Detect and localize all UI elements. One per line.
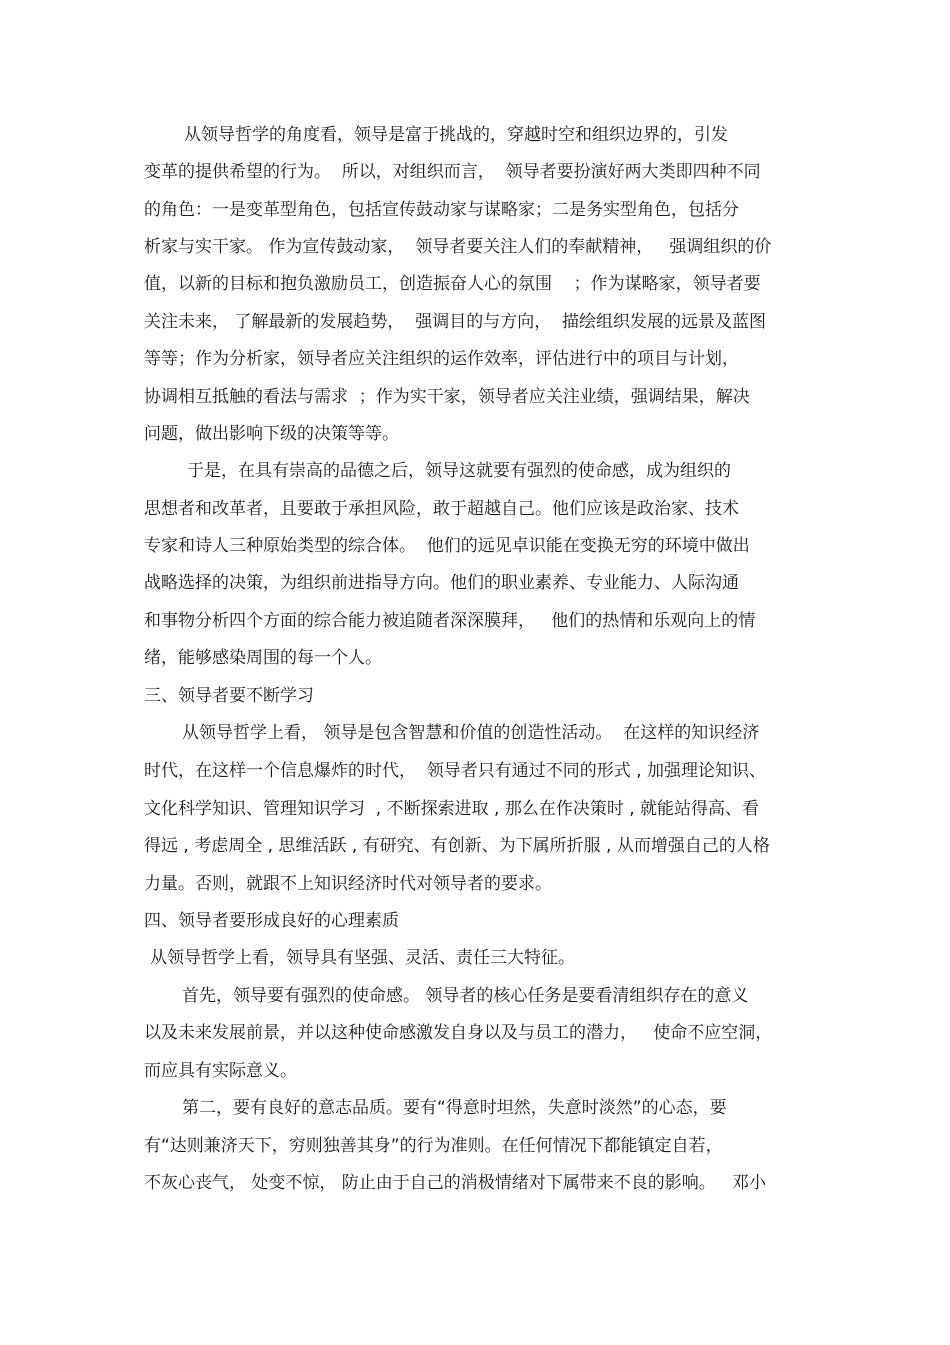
text-line: 协调相互抵触的看法与需求 ；作为实干家，领导者应关注业绩，强调结果，解决 bbox=[144, 387, 750, 407]
text-line: 而应具有实际意义。 bbox=[144, 1061, 297, 1081]
text-line: 不灰心丧气， 处变不惊， 防止由于自己的消极情绪对下属带来不良的影响。 邓小 bbox=[144, 1173, 767, 1193]
text-line: 于是，在具有崇高的品德之后，领导这就要有强烈的使命感，成为组织的 bbox=[187, 461, 731, 481]
text-line: 等等；作为分析家，领导者应关注组织的运作效率，评估进行中的项目与计划， bbox=[144, 349, 739, 369]
text-line: 和事物分析四个方面的综合能力被追随者深深膜拜， 他们的热情和乐观向上的情 bbox=[144, 611, 756, 631]
text-line: 从领导哲学的角度看，领导是富于挑战的，穿越时空和组织边界的，引发 bbox=[184, 125, 728, 145]
text-line: 的角色：一是变革型角色，包括宣传鼓动家与谋略家；二是务实型角色，包括分 bbox=[144, 200, 739, 220]
text-line: 值，以新的目标和抱负激励员工，创造振奋人心的氛围 ；作为谋略家，领导者要 bbox=[144, 274, 761, 294]
text-line: 战略选择的决策，为组织前进指导方向。他们的职业素养、专业能力、人际沟通 bbox=[144, 573, 739, 593]
text-line: 绪，能够感染周围的每一个人。 bbox=[144, 648, 382, 668]
text-line: 第二，要有良好的意志品质。要有“得意时坦然，失意时淡然”的心态，要 bbox=[182, 1098, 727, 1118]
text-line: 力量。否则，就跟不上知识经济时代对领导者的要求。 bbox=[144, 874, 552, 894]
text-line: 以及未来发展前景，并以这种使命感激发自身以及与员工的潜力， 使命不应空洞， bbox=[144, 1023, 773, 1043]
text-line: 时代，在这样一个信息爆炸的时代， 领导者只有通过不同的形式 , 加强理论知识、 bbox=[144, 761, 767, 781]
text-line: 析家与实干家。 作为宣传鼓动家， 领导者要关注人们的奉献精神， 强调组织的价 bbox=[144, 237, 772, 257]
text-line: 有“达则兼济天下，穷则独善其身”的行为准则。在任何情况下都能镇定自若， bbox=[144, 1136, 723, 1156]
text-line: 文化科学知识、管理知识学习 , 不断探索进取 , 那么在作决策时 , 就能站得高、看 bbox=[144, 799, 760, 819]
text-line: 关注未来， 了解最新的发展趋势， 强调目的与方向， 描绘组织发展的远景及蓝图 bbox=[144, 312, 767, 332]
text-line: 从领导哲学上看， 领导是包含智慧和价值的创造性活动。 在这样的知识经济 bbox=[182, 723, 760, 743]
text-line: 问题，做出影响下级的决策等等。 bbox=[144, 424, 399, 444]
section-heading: 三、领导者要不断学习 bbox=[144, 686, 314, 706]
text-line: 专家和诗人三种原始类型的综合体。 他们的远见卓识能在变换无穷的环境中做出 bbox=[144, 536, 750, 556]
text-line: 思想者和改革者，且要敢于承担风险，敢于超越自己。他们应该是政治家、技术 bbox=[144, 499, 739, 519]
section-heading: 四、领导者要形成良好的心理素质 bbox=[144, 911, 399, 931]
text-line: 首先，领导要有强烈的使命感。 领导者的核心任务是要看清组织存在的意义 bbox=[182, 986, 749, 1006]
text-line: 得远 , 考虑周全 , 思维活跃 , 有研究、有创新、为下属所折服 , 从而增强自己的人格 bbox=[144, 836, 770, 856]
text-line: 从领导哲学上看，领导具有坚强、灵活、责任三大特征。 bbox=[150, 948, 575, 968]
text-line: 变革的提供希望的行为。 所以，对组织而言， 领导者要扮演好两大类即四种不同 bbox=[144, 162, 761, 182]
